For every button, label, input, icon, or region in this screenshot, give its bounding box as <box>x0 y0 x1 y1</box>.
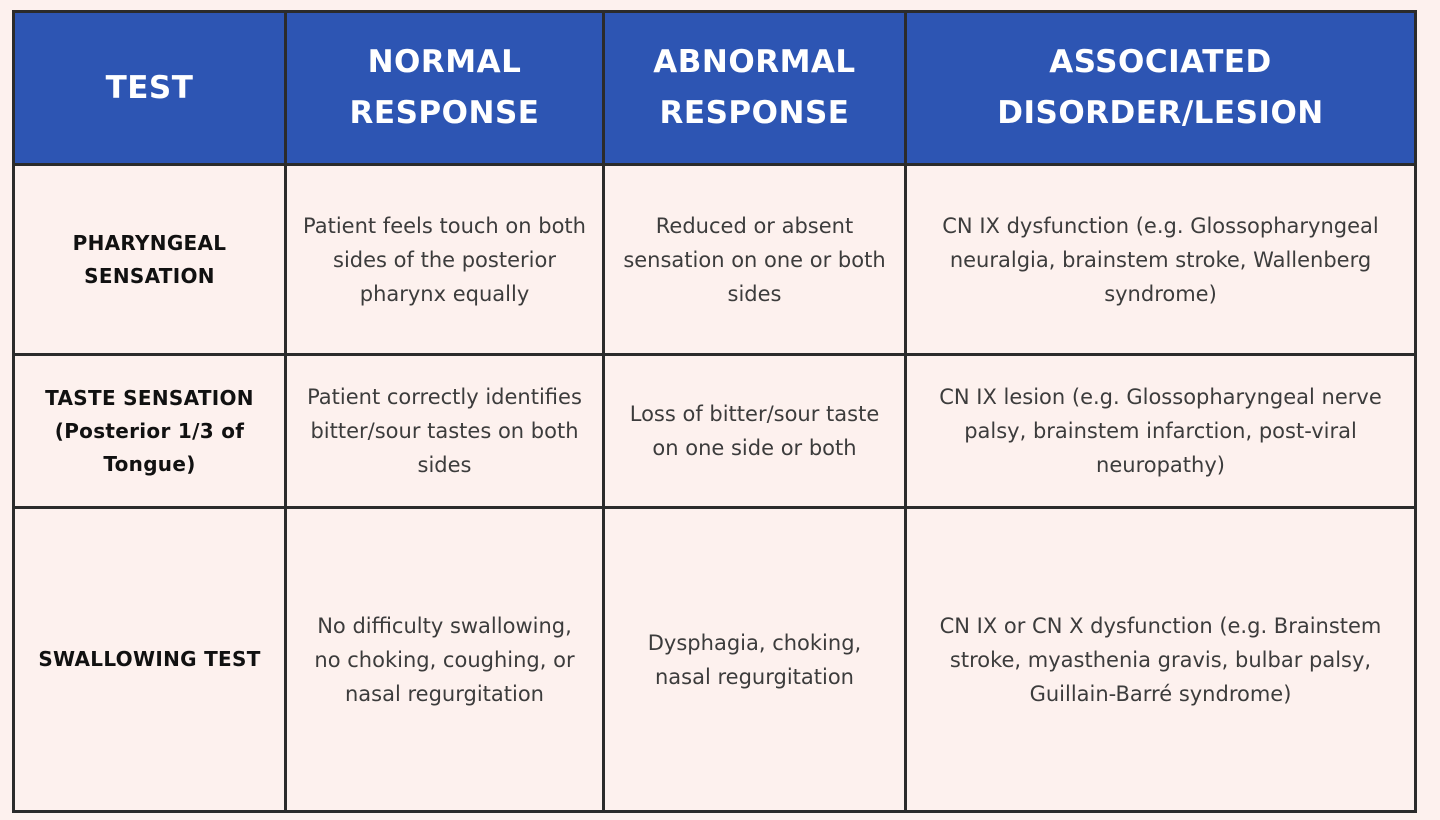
table-row <box>14 355 1416 508</box>
test-name-cell: SWALLOWING TEST <box>14 508 286 812</box>
table-row <box>14 508 1416 812</box>
normal-response-cell: No difficulty swallowing, no choking, coughing, or nasal regurgitation <box>286 508 604 812</box>
normal-response-cell: Patient correctly identifies bitter/sour tastes on both sides <box>286 355 604 508</box>
abnormal-response-cell: Reduced or absent sensation on one or both sides <box>604 165 906 355</box>
normal-response-cell: Patient feels touch on both sides of the posterior pharynx equally <box>286 165 604 355</box>
test-name-cell: TASTE SENSATION (Posterior 1/3 of Tongue) <box>14 355 286 508</box>
header-normal-response: NORMAL RESPONSE <box>286 12 604 165</box>
test-name-cell: PHARYNGEAL SENSATION <box>14 165 286 355</box>
abnormal-response-cell: Loss of bitter/sour taste on one side or both <box>604 355 906 508</box>
data-table <box>12 10 1417 813</box>
associated-disorder-cell: CN IX lesion (e.g. Glossopharyngeal nerve palsy, brainstem infarction, post-viral neuropathy) <box>906 355 1416 508</box>
header-associated-disorder: ASSOCIATED DISORDER/LESION <box>906 12 1416 165</box>
cranial-nerve-test-table <box>12 10 1414 810</box>
header-test: TEST <box>14 12 286 165</box>
associated-disorder-cell: CN IX or CN X dysfunction (e.g. Brainstem stroke, myasthenia gravis, bulbar palsy, Guillain-Barré syndrome) <box>906 508 1416 812</box>
header-abnormal-response: ABNORMAL RESPONSE <box>604 12 906 165</box>
associated-disorder-cell: CN IX dysfunction (e.g. Glossopharyngeal neuralgia, brainstem stroke, Wallenberg syndrome) <box>906 165 1416 355</box>
table-header-row <box>14 12 1416 165</box>
table-row <box>14 165 1416 355</box>
abnormal-response-cell: Dysphagia, choking, nasal regurgitation <box>604 508 906 812</box>
